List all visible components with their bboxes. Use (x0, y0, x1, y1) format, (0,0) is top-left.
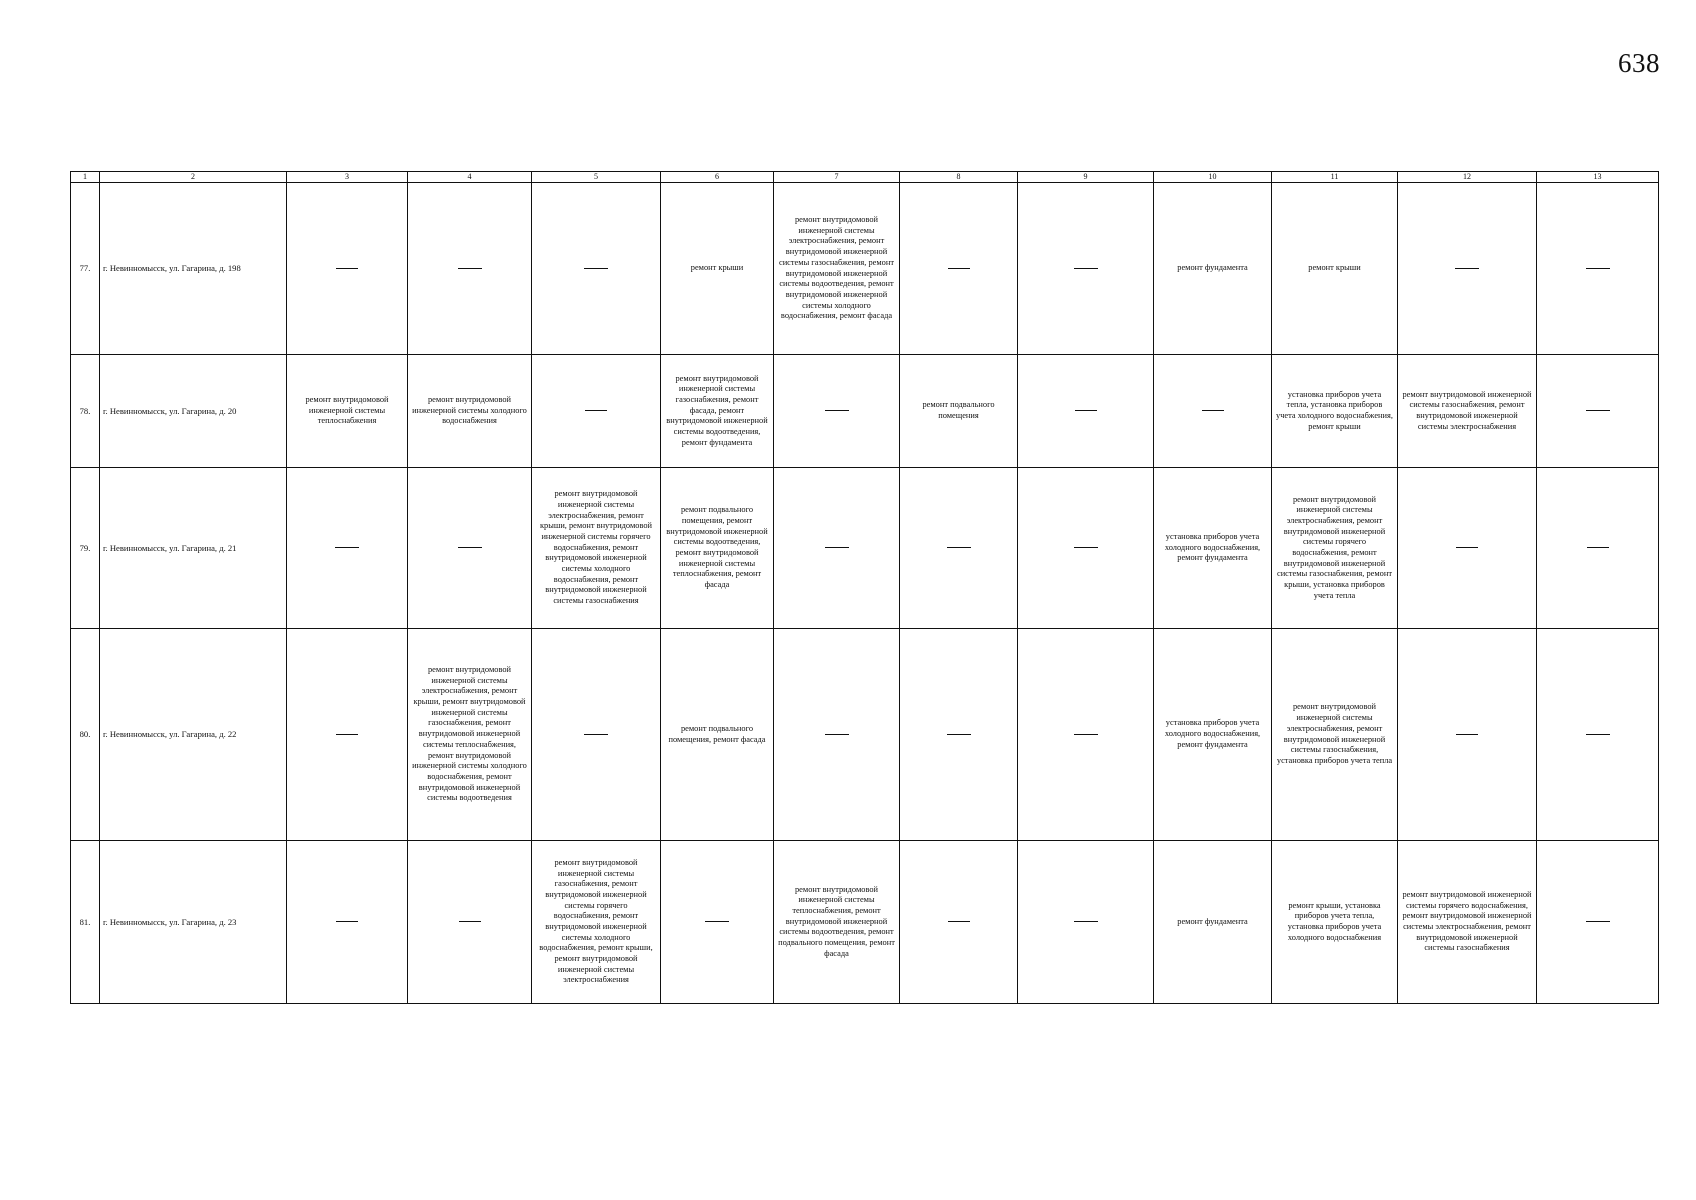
column-header: 1 (71, 172, 100, 183)
dash-mark (458, 268, 482, 269)
cell-empty (1018, 355, 1154, 468)
column-header: 13 (1537, 172, 1659, 183)
work-cell: ремонт внутридомовой инженерной системы теплоснабжения, ремонт внутридомовой инженерной системы водоотведения, ремонт подвального помещения, ремонт фасада (774, 841, 900, 1004)
cell-empty (900, 183, 1018, 355)
row-number: 78. (71, 355, 100, 468)
dash-mark (1074, 921, 1098, 922)
repair-schedule-table (70, 171, 1659, 1004)
table-row (71, 468, 1659, 629)
work-cell: ремонт внутридомовой инженерной системы электроснабжения, ремонт внутридомовой инженерной системы газоснабжения, установка приборов учета тепла (1272, 629, 1398, 841)
cell-empty (900, 629, 1018, 841)
work-cell: ремонт внутридомовой инженерной системы электроснабжения, ремонт крыши, ремонт внутридомовой инженерной системы горячего водоснабжения, ремонт внутридомовой инженерной системы холодного водоснабжения, ремонт внутридомовой инженерной системы газоснабжения (532, 468, 661, 629)
cell-empty (1018, 629, 1154, 841)
column-header: 9 (1018, 172, 1154, 183)
dash-mark (1456, 547, 1478, 548)
cell-empty (532, 183, 661, 355)
dash-mark (948, 921, 970, 922)
column-header: 4 (408, 172, 532, 183)
column-header: 5 (532, 172, 661, 183)
address-cell: г. Невинномысск, ул. Гагарина, д. 198 (100, 183, 287, 355)
cell-empty (1398, 629, 1537, 841)
dash-mark (825, 734, 849, 735)
dash-mark (1074, 547, 1098, 548)
dash-mark (947, 547, 971, 548)
cell-empty (774, 629, 900, 841)
row-number: 79. (71, 468, 100, 629)
cell-empty (408, 468, 532, 629)
table-body (71, 172, 1659, 1004)
dash-mark (1586, 410, 1610, 411)
column-header: 10 (1154, 172, 1272, 183)
column-header: 3 (287, 172, 408, 183)
work-cell: установка приборов учета холодного водоснабжения, ремонт фундамента (1154, 629, 1272, 841)
dash-mark (584, 268, 608, 269)
dash-mark (705, 921, 729, 922)
cell-empty (408, 841, 532, 1004)
dash-mark (336, 734, 358, 735)
cell-empty (661, 841, 774, 1004)
cell-empty (774, 355, 900, 468)
dash-mark (825, 547, 849, 548)
dash-mark (1074, 268, 1098, 269)
column-header: 6 (661, 172, 774, 183)
column-header: 7 (774, 172, 900, 183)
cell-empty (1018, 183, 1154, 355)
cell-empty (1398, 183, 1537, 355)
cell-empty (1537, 355, 1659, 468)
column-header: 8 (900, 172, 1018, 183)
dash-mark (1455, 268, 1479, 269)
cell-empty (1018, 468, 1154, 629)
row-number: 77. (71, 183, 100, 355)
cell-empty (1537, 183, 1659, 355)
cell-empty (287, 841, 408, 1004)
dash-mark (1586, 268, 1610, 269)
cell-empty (1398, 468, 1537, 629)
cell-empty (287, 468, 408, 629)
dash-mark (584, 734, 608, 735)
dash-mark (1202, 410, 1224, 411)
work-cell: установка приборов учета тепла, установка приборов учета холодного водоснабжения, ремонт крыши (1272, 355, 1398, 468)
work-cell: ремонт внутридомовой инженерной системы электроснабжения, ремонт внутридомовой инженерной системы газоснабжения, ремонт внутридомовой инженерной системы водоотведения, ремонт внутридомовой инженерной системы холодного водоснабжения, ремонт фасада (774, 183, 900, 355)
work-cell: ремонт внутридомовой инженерной системы электроснабжения, ремонт крыши, ремонт внутридомовой инженерной системы газоснабжения, ремонт внутридомовой инженерной системы теплоснабжения, ремонт внутридомовой инженерной системы холодного водоснабжения, ремонт внутридомовой инженерной системы водоотведения (408, 629, 532, 841)
work-cell: установка приборов учета холодного водоснабжения, ремонт фундамента (1154, 468, 1272, 629)
work-cell: ремонт крыши, установка приборов учета тепла, установка приборов учета холодного водоснабжения (1272, 841, 1398, 1004)
column-header: 11 (1272, 172, 1398, 183)
dash-mark (335, 547, 359, 548)
work-cell: ремонт подвального помещения, ремонт внутридомовой инженерной системы водоотведения, ремонт внутридомовой инженерной системы теплоснабжения, ремонт фасада (661, 468, 774, 629)
row-number: 81. (71, 841, 100, 1004)
work-cell: ремонт крыши (661, 183, 774, 355)
dash-mark (1074, 734, 1098, 735)
cell-empty (1537, 629, 1659, 841)
cell-empty (532, 629, 661, 841)
dash-mark (948, 268, 970, 269)
dash-mark (458, 547, 482, 548)
dash-mark (1586, 921, 1610, 922)
dash-mark (1587, 547, 1609, 548)
cell-empty (900, 841, 1018, 1004)
dash-mark (947, 734, 971, 735)
table-row (71, 841, 1659, 1004)
work-cell: ремонт подвального помещения, ремонт фасада (661, 629, 774, 841)
address-cell: г. Невинномысск, ул. Гагарина, д. 22 (100, 629, 287, 841)
dash-mark (1586, 734, 1610, 735)
dash-mark (336, 921, 358, 922)
dash-mark (585, 410, 607, 411)
address-cell: г. Невинномысск, ул. Гагарина, д. 23 (100, 841, 287, 1004)
column-header: 2 (100, 172, 287, 183)
page-number: 638 (1618, 48, 1660, 78)
cell-empty (532, 355, 661, 468)
work-cell: ремонт внутридомовой инженерной системы газоснабжения, ремонт фасада, ремонт внутридомовой инженерной системы водоотведения, ремонт фундамента (661, 355, 774, 468)
address-cell: г. Невинномысск, ул. Гагарина, д. 21 (100, 468, 287, 629)
cell-empty (287, 183, 408, 355)
dash-mark (1075, 410, 1097, 411)
cell-empty (1537, 468, 1659, 629)
work-cell: ремонт фундамента (1154, 183, 1272, 355)
address-cell: г. Невинномысск, ул. Гагарина, д. 20 (100, 355, 287, 468)
column-number-row (71, 172, 1659, 183)
cell-empty (1537, 841, 1659, 1004)
work-cell: ремонт внутридомовой инженерной системы холодного водоснабжения (408, 355, 532, 468)
work-cell: ремонт внутридомовой инженерной системы газоснабжения, ремонт внутридомовой инженерной системы электроснабжения (1398, 355, 1537, 468)
cell-empty (1154, 355, 1272, 468)
dash-mark (1456, 734, 1478, 735)
dash-mark (459, 921, 481, 922)
table-row (71, 629, 1659, 841)
cell-empty (774, 468, 900, 629)
dash-mark (825, 410, 849, 411)
table-row (71, 183, 1659, 355)
work-cell: ремонт внутридомовой инженерной системы электроснабжения, ремонт внутридомовой инженерной системы горячего водоснабжения, ремонт внутридомовой инженерной системы газоснабжения, ремонт крыши, установка приборов учета тепла (1272, 468, 1398, 629)
cell-empty (408, 183, 532, 355)
row-number: 80. (71, 629, 100, 841)
work-cell: ремонт внутридомовой инженерной системы горячего водоснабжения, ремонт внутридомовой инженерной системы электроснабжения, ремонт внутридомовой инженерной системы газоснабжения (1398, 841, 1537, 1004)
work-cell: ремонт крыши (1272, 183, 1398, 355)
dash-mark (336, 268, 358, 269)
cell-empty (900, 468, 1018, 629)
table-row (71, 355, 1659, 468)
column-header: 12 (1398, 172, 1537, 183)
work-cell: ремонт фундамента (1154, 841, 1272, 1004)
work-cell: ремонт подвального помещения (900, 355, 1018, 468)
cell-empty (287, 629, 408, 841)
work-cell: ремонт внутридомовой инженерной системы теплоснабжения (287, 355, 408, 468)
cell-empty (1018, 841, 1154, 1004)
work-cell: ремонт внутридомовой инженерной системы газоснабжения, ремонт внутридомовой инженерной системы горячего водоснабжения, ремонт внутридомовой инженерной системы холодного водоснабжения, ремонт крыши, ремонт внутридомовой инженерной системы электроснабжения (532, 841, 661, 1004)
